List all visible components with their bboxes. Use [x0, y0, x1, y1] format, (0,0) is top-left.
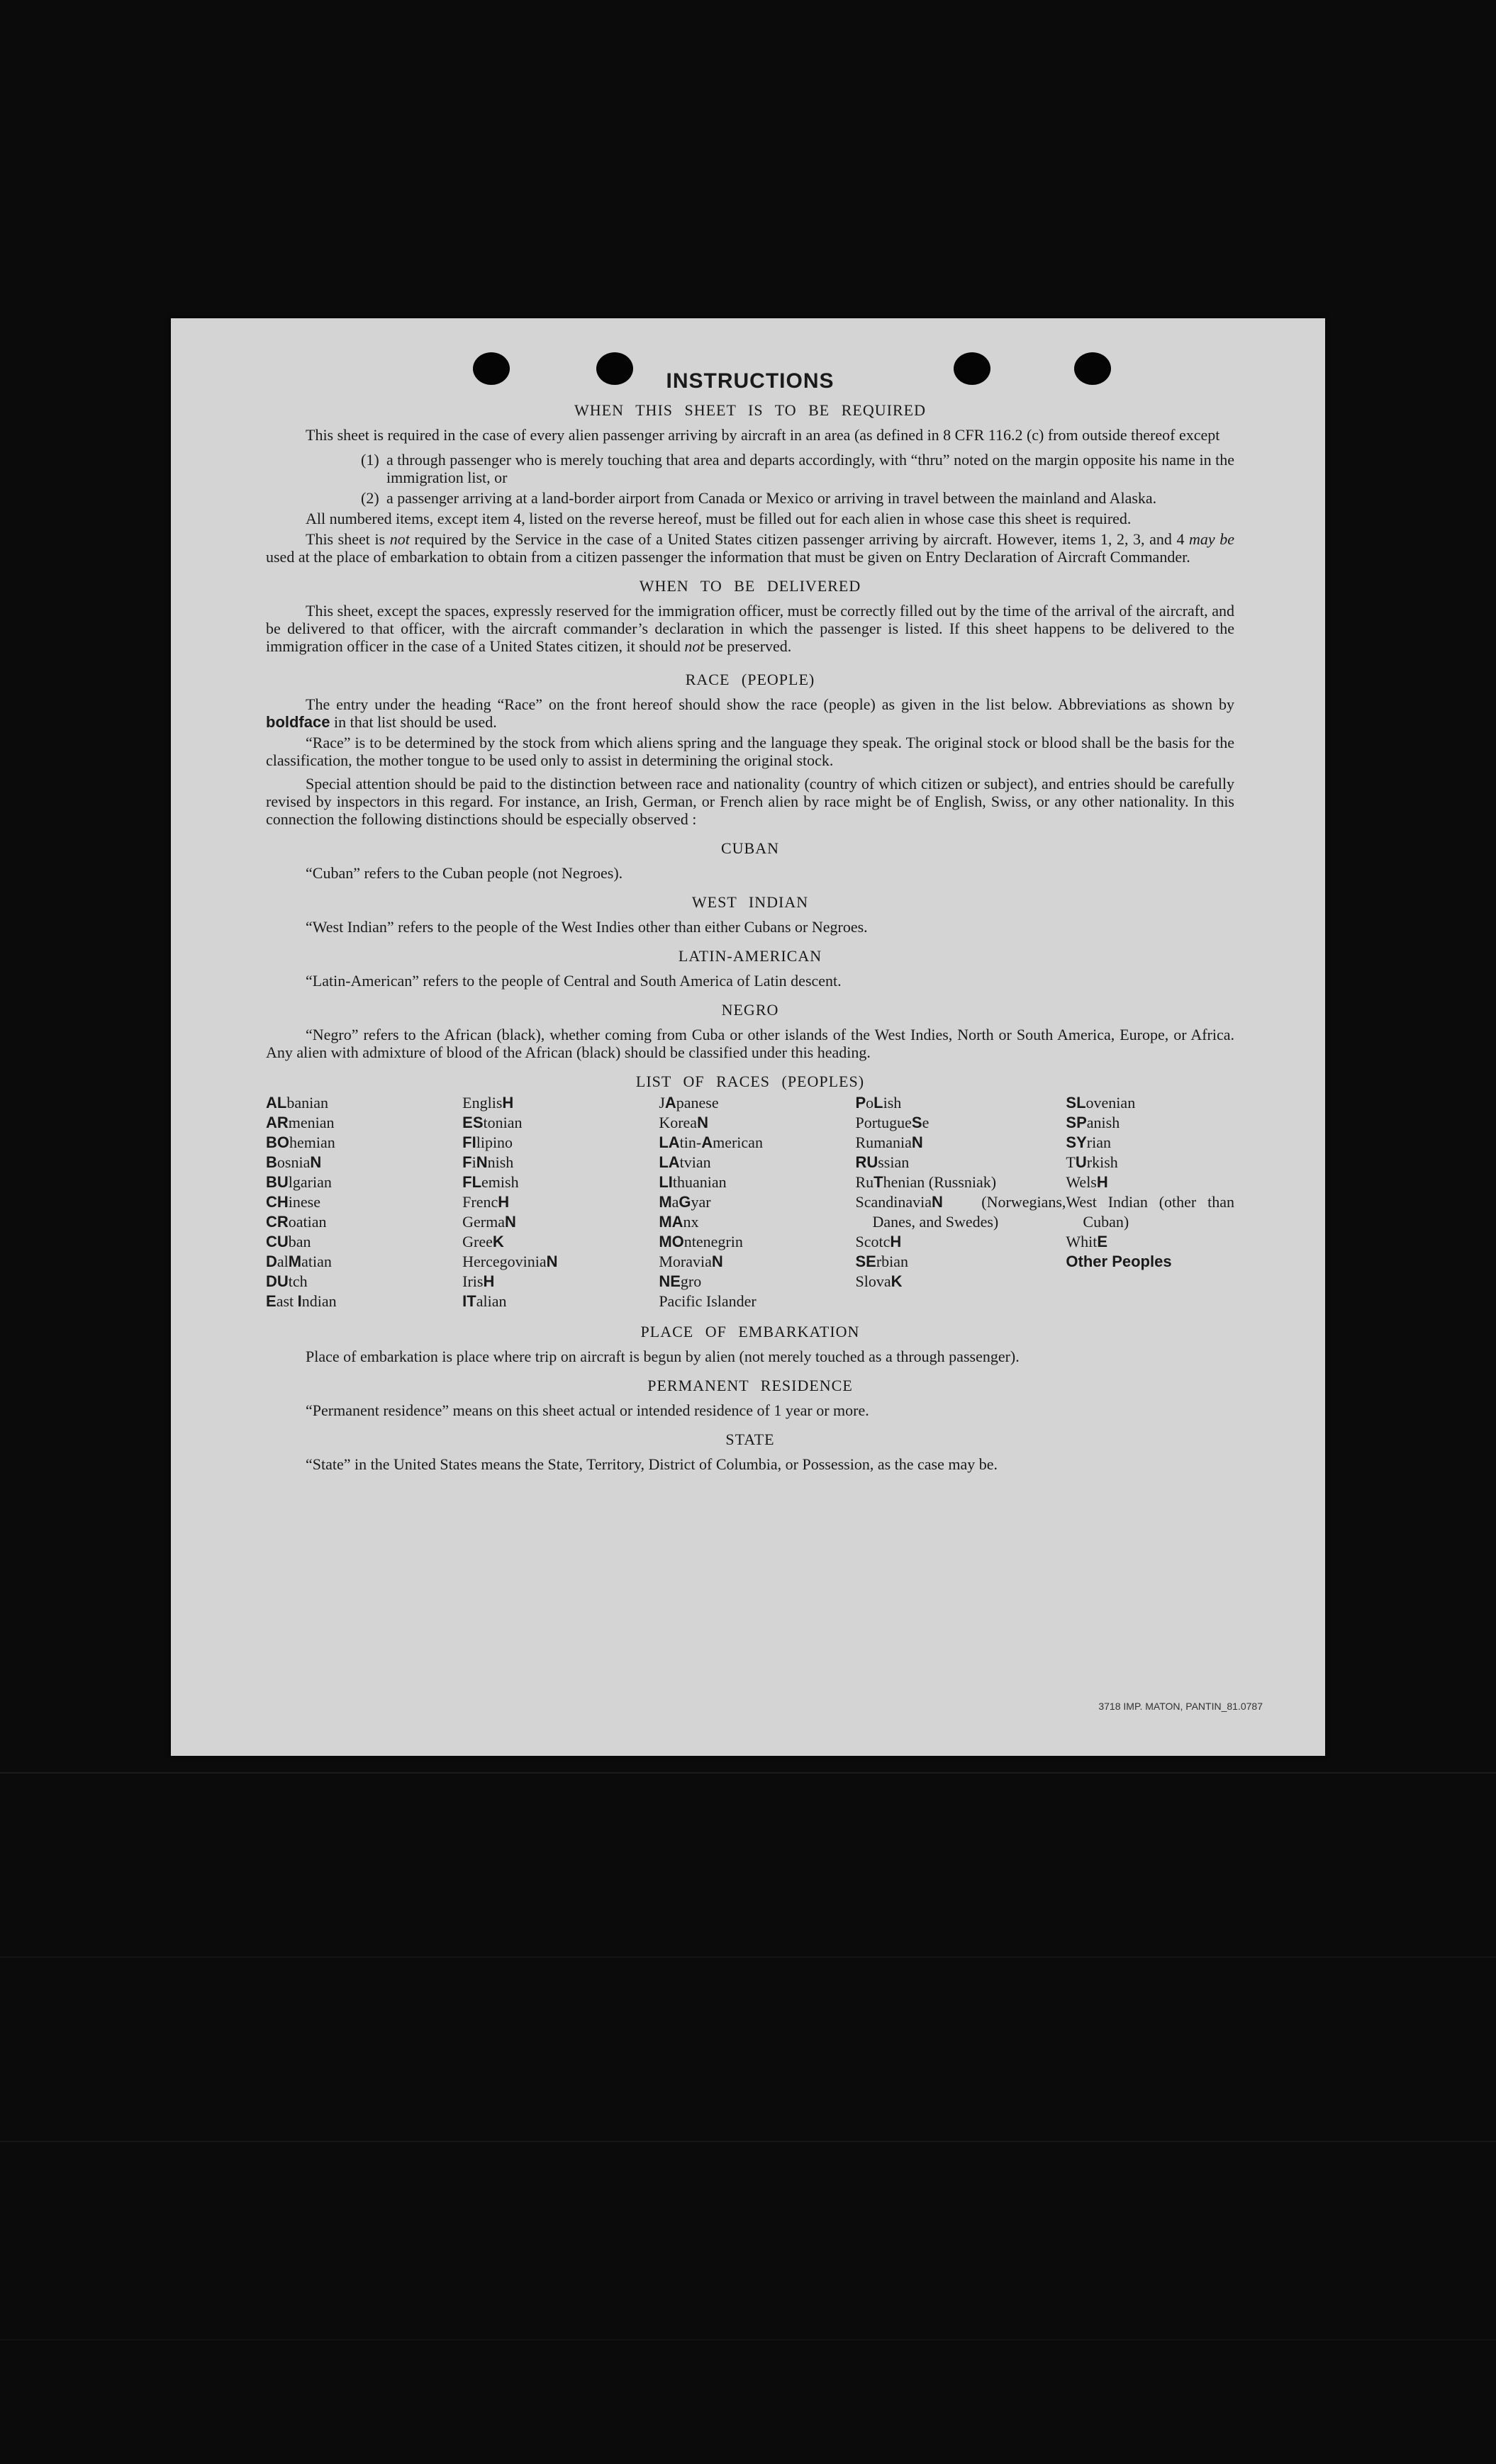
text-run: This sheet is: [306, 530, 390, 548]
race-item: RumaniaN: [855, 1133, 923, 1151]
race-item: ARmenian: [266, 1114, 335, 1131]
section-heading-negro: NEGRO: [721, 1001, 779, 1019]
race-item: BOhemian: [266, 1133, 335, 1151]
race-item: ALbanian: [266, 1094, 328, 1111]
paragraph: All numbered items, except item 4, listed on the reverse hereof, must be filled out for each alien in whose case this sheet is required.: [306, 510, 1132, 527]
document-page: [171, 318, 1325, 1756]
race-item: MaGyar: [659, 1193, 711, 1211]
race-item: GermaN: [462, 1213, 516, 1231]
race-item: DUtch: [266, 1272, 308, 1290]
item-number: (2): [361, 489, 379, 507]
section-heading-required: WHEN THIS SHEET IS TO BE REQUIRED: [574, 401, 926, 419]
list-item: [361, 489, 1234, 507]
document-body: [266, 369, 1234, 1476]
section-heading-state: STATE: [725, 1430, 775, 1448]
section-heading-latin-american: LATIN-AMERICAN: [678, 947, 822, 965]
race-item: RUssian: [855, 1153, 910, 1171]
paragraph: “Latin-American” refers to the people of Central and South America of Latin descent.: [306, 972, 842, 990]
race-item: West Indian (other than Cuban): [1066, 1193, 1234, 1231]
paragraph: Special attention should be paid to the distinction between race and nationality (country of which citizen or subject), and entries should be carefully revised by inspectors in this regard. For instance, an Irish, German, or French alien by race might be of English, Swiss, or any other nationality. In this connection the following distinctions should be especially observed :: [266, 775, 1234, 828]
race-item: PortugueSe: [855, 1114, 930, 1131]
item-text: a passenger arriving at a land-border airport from Canada or Mexico or arriving in travel between the mainland and Alaska.: [386, 489, 1157, 507]
section-heading-list-of-races: LIST OF RACES (PEOPLES): [635, 1073, 865, 1090]
race-item: SPanish: [1066, 1114, 1120, 1131]
race-item: SErbian: [855, 1253, 909, 1270]
emphasis: may be: [1189, 530, 1234, 548]
section-heading-delivered: WHEN TO BE DELIVERED: [639, 577, 861, 595]
race-item: LAtvian: [659, 1153, 711, 1171]
text-run: be preserved.: [704, 637, 792, 655]
race-item: Other Peoples: [1066, 1253, 1172, 1270]
race-item: SLovenian: [1066, 1094, 1136, 1111]
paragraph: “State” in the United States means the State, Territory, District of Columbia, or Possession, as the case may be.: [306, 1455, 998, 1473]
section-heading-embarkation: PLACE OF EMBARKATION: [640, 1323, 860, 1340]
race-item: MAnx: [659, 1213, 699, 1231]
text-run: This sheet, except the spaces, expressly reserved for the immigration officer, must be correctly filled out by the time of the arrival of the aircraft, and be delivered to that officer, with the aircraft commander’s declaration in which the passenger is listed. If this sheet happens to be delivered to the immigration officer in the case of a United States citizen, it should: [266, 602, 1234, 655]
text-run: required by the Service in the case of a United States citizen passenger arriving by aircraft. However, items 1, 2, 3, and 4: [409, 530, 1190, 548]
item-text: a through passenger who is merely touching that area and departs accordingly, with “thru” noted on the margin opposite his name in the immigration list, or: [386, 451, 1234, 486]
race-item: CRoatian: [266, 1213, 327, 1231]
paragraph: [266, 695, 1234, 731]
race-item: ScotcH: [855, 1233, 902, 1250]
item-number: (1): [361, 451, 379, 469]
race-item: FIlipino: [462, 1133, 513, 1151]
race-item: EStonian: [462, 1114, 523, 1131]
section-heading-race: RACE (PEOPLE): [685, 671, 815, 688]
race-item: JApanese: [659, 1094, 719, 1111]
race-item: East Indian: [266, 1292, 337, 1310]
race-item: LAtin-American: [659, 1133, 763, 1151]
paragraph: [266, 530, 1234, 566]
race-item: IrisH: [462, 1272, 495, 1290]
race-item: BUlgarian: [266, 1173, 332, 1191]
paragraph: This sheet is required in the case of every alien passenger arriving by aircraft in an area (as defined in 8 CFR 116.2 (c) from outside thereof except: [306, 426, 1220, 444]
paragraph: Place of embarkation is place where trip on aircraft is begun by alien (not merely touched as a through passenger).: [306, 1348, 1020, 1365]
race-item: SlovaK: [855, 1272, 903, 1290]
race-item: WelsH: [1066, 1173, 1108, 1191]
race-item: TUrkish: [1066, 1153, 1118, 1171]
paragraph: “West Indian” refers to the people of the West Indies other than either Cubans or Negroes.: [306, 918, 868, 936]
race-item: CUban: [266, 1233, 311, 1250]
races-list: [266, 1093, 1234, 1311]
race-item: PoLish: [855, 1094, 902, 1111]
paragraph: “Permanent residence” means on this sheet actual or intended residence of 1 year or more.: [306, 1401, 869, 1419]
race-item: RuThenian (Russniak): [855, 1173, 997, 1191]
section-heading-permanent-residence: PERMANENT RESIDENCE: [647, 1377, 853, 1394]
emphasis: not: [684, 637, 705, 655]
race-item: HercegoviniaN: [462, 1253, 558, 1270]
races-column-3: [659, 1093, 855, 1311]
race-item: NEgro: [659, 1272, 702, 1290]
race-item: LIthuanian: [659, 1173, 727, 1191]
race-item: MOntenegrin: [659, 1233, 743, 1250]
races-column-2: [462, 1093, 659, 1311]
races-column-1: [266, 1093, 462, 1311]
race-item: CHinese: [266, 1193, 320, 1211]
section-heading-cuban: CUBAN: [720, 839, 779, 857]
race-item: MoraviaN: [659, 1253, 723, 1270]
printer-imprint: 3718 IMP. MATON, PANTIN_81.0787: [1098, 1701, 1263, 1712]
races-column-5: [1066, 1093, 1234, 1311]
bold-text: boldface: [266, 713, 330, 731]
race-item: EnglisH: [462, 1094, 514, 1111]
text-run: The entry under the heading “Race” on the front hereof should show the race (people) as given in the list below. Abbreviations as shown by: [306, 695, 1234, 713]
section-heading-west-indian: WEST INDIAN: [691, 893, 809, 911]
race-item: FLemish: [462, 1173, 519, 1191]
text-run: used at the place of embarkation to obtain from a citizen passenger the information that must be given on Entry Declaration of Aircraft Commander.: [266, 548, 1190, 566]
race-item: BosniaN: [266, 1153, 322, 1171]
paragraph: “Race” is to be determined by the stock from which aliens spring and the language they speak. The original stock or blood shall be the basis for the classification, the mother tongue to be used only to assist in determining the original stock.: [266, 734, 1234, 769]
race-item: ITalian: [462, 1292, 507, 1310]
race-item: GreeK: [462, 1233, 504, 1250]
races-column-4: [855, 1093, 1066, 1311]
emphasis: not: [389, 530, 410, 548]
race-item: FrencH: [462, 1193, 510, 1211]
race-item: Pacific Islander: [659, 1292, 757, 1310]
race-item: ScandinaviaN (Norwegians, Danes, and Swedes): [855, 1193, 1066, 1231]
page-title: INSTRUCTIONS: [666, 369, 834, 393]
paragraph: “Cuban” refers to the Cuban people (not Negroes).: [306, 864, 623, 882]
list-item: [361, 451, 1234, 486]
race-item: KoreaN: [659, 1114, 708, 1131]
race-item: DalMatian: [266, 1253, 332, 1270]
race-item: SYrian: [1066, 1133, 1111, 1151]
race-item: WhitE: [1066, 1233, 1108, 1250]
paragraph: “Negro” refers to the African (black), whether coming from Cuba or other islands of the West Indies, North or South America, Europe, or Africa. Any alien with admixture of blood of the African (black) should be classified under this heading.: [266, 1026, 1234, 1061]
race-item: FiNnish: [462, 1153, 514, 1171]
text-run: in that list should be used.: [330, 713, 497, 731]
paragraph: [266, 602, 1234, 655]
